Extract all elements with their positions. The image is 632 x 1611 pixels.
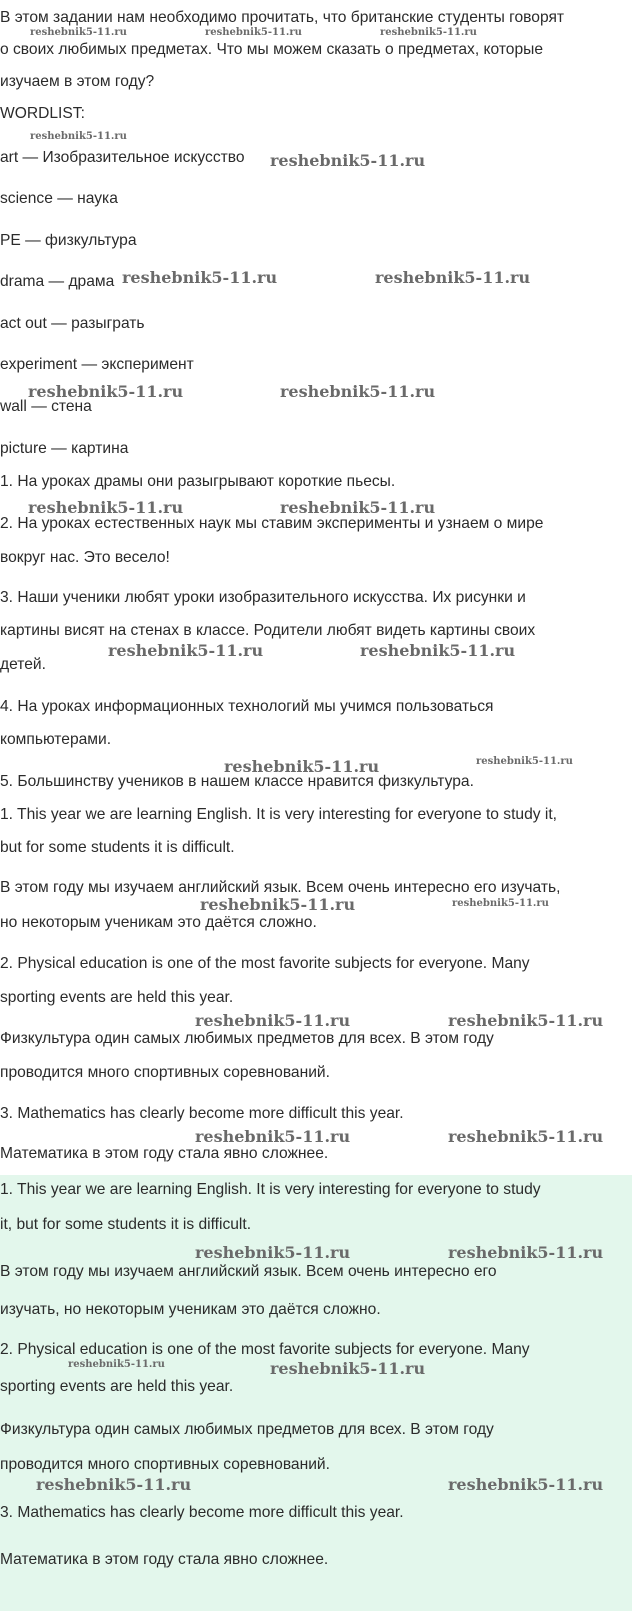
- translation-line: вокруг нас. Это весело!: [0, 549, 170, 566]
- answer-line: Физкультура один самых любимых предметов для всех. В этом году: [0, 1030, 494, 1047]
- watermark: reshebnik5-11.ru: [448, 1475, 604, 1494]
- answer-line: 1. This year we are learning English. It is very interesting for everyone to study it,: [0, 806, 558, 823]
- watermark: reshebnik5-11.ru: [28, 382, 184, 401]
- watermark: reshebnik5-11.ru: [448, 1243, 604, 1262]
- intro-line: изучаем в этом году?: [0, 73, 155, 90]
- watermark: reshebnik5-11.ru: [195, 1011, 351, 1030]
- watermark: reshebnik5-11.ru: [30, 131, 127, 142]
- wordlist-item: art — Изобразительное искусство: [0, 149, 245, 166]
- highlighted-answer-line: 3. Mathematics has clearly become more difficult this year.: [0, 1504, 404, 1521]
- highlighted-answer-line: Физкультура один самых любимых предметов для всех. В этом году: [0, 1421, 494, 1438]
- translation-line: 1. На уроках драмы они разыгрывают короткие пьесы.: [0, 473, 396, 490]
- watermark: reshebnik5-11.ru: [452, 898, 549, 909]
- answer-line: Математика в этом году стала явно сложнее.: [0, 1145, 329, 1162]
- watermark: reshebnik5-11.ru: [122, 268, 278, 287]
- translation-line: компьютерами.: [0, 731, 112, 748]
- watermark: reshebnik5-11.ru: [448, 1011, 604, 1030]
- watermark: reshebnik5-11.ru: [270, 151, 426, 170]
- wordlist-title: WORDLIST:: [0, 105, 85, 122]
- translation-line: детей.: [0, 656, 46, 673]
- answer-line: проводится много спортивных соревнований.: [0, 1064, 330, 1081]
- answer-line: 2. Physical education is one of the most favorite subjects for everyone. Many: [0, 955, 530, 972]
- watermark: reshebnik5-11.ru: [195, 1243, 351, 1262]
- watermark: reshebnik5-11.ru: [36, 1475, 192, 1494]
- highlighted-answer-line: Математика в этом году стала явно сложнее.: [0, 1551, 329, 1568]
- intro-line: В этом задании нам необходимо прочитать, что британские студенты говорят: [0, 9, 565, 26]
- translation-line: 4. На уроках информационных технологий мы учимся пользоваться: [0, 698, 494, 715]
- translation-line: 3. Наши ученики любят уроки изобразительного искусства. Их рисунки и: [0, 589, 526, 606]
- highlighted-answer-line: изучать, но некоторым ученикам это даётся сложно.: [0, 1301, 381, 1318]
- wordlist-item: drama — драма: [0, 273, 115, 290]
- translation-line: 2. На уроках естественных наук мы ставим эксперименты и узнаем о мире: [0, 515, 544, 532]
- wordlist-item: experiment — эксперимент: [0, 356, 194, 373]
- highlighted-answer-line: проводится много спортивных соревнований.: [0, 1456, 330, 1473]
- watermark: reshebnik5-11.ru: [205, 27, 302, 38]
- watermark: reshebnik5-11.ru: [30, 27, 127, 38]
- wordlist-item: picture — картина: [0, 440, 129, 457]
- highlighted-answer-line: sporting events are held this year.: [0, 1378, 234, 1395]
- wordlist-item: act out — разыграть: [0, 315, 145, 332]
- watermark: reshebnik5-11.ru: [200, 895, 356, 914]
- highlighted-answer-line: it, but for some students it is difficult.: [0, 1216, 252, 1233]
- watermark: reshebnik5-11.ru: [380, 27, 477, 38]
- watermark: reshebnik5-11.ru: [476, 756, 573, 767]
- translation-line: 5. Большинству учеников в нашем классе нравится физкультура.: [0, 773, 474, 790]
- watermark: reshebnik5-11.ru: [280, 498, 436, 517]
- wordlist-item: science — наука: [0, 190, 118, 207]
- answer-line: но некоторым ученикам это даётся сложно.: [0, 914, 317, 931]
- answer-line: but for some students it is difficult.: [0, 839, 235, 856]
- watermark: reshebnik5-11.ru: [360, 641, 516, 660]
- watermark: reshebnik5-11.ru: [28, 498, 184, 517]
- highlighted-answer-line: 1. This year we are learning English. It is very interesting for everyone to study: [0, 1181, 541, 1198]
- highlighted-answer-line: 2. Physical education is one of the most favorite subjects for everyone. Many: [0, 1341, 530, 1358]
- answer-line: 3. Mathematics has clearly become more difficult this year.: [0, 1105, 404, 1122]
- watermark: reshebnik5-11.ru: [280, 382, 436, 401]
- wordlist-item: wall — стена: [0, 398, 92, 415]
- watermark: reshebnik5-11.ru: [375, 268, 531, 287]
- translation-line: картины висят на стенах в классе. Родители любят видеть картины своих: [0, 622, 536, 639]
- watermark: reshebnik5-11.ru: [224, 757, 380, 776]
- watermark: reshebnik5-11.ru: [68, 1359, 165, 1370]
- watermark: reshebnik5-11.ru: [195, 1127, 351, 1146]
- watermark: reshebnik5-11.ru: [270, 1359, 426, 1378]
- watermark: reshebnik5-11.ru: [448, 1127, 604, 1146]
- answer-line: sporting events are held this year.: [0, 989, 234, 1006]
- intro-line: о своих любимых предметах. Что мы можем сказать о предметах, которые: [0, 41, 544, 58]
- watermark: reshebnik5-11.ru: [108, 641, 264, 660]
- wordlist-item: PE — физкультура: [0, 232, 137, 249]
- answer-line: В этом году мы изучаем английский язык. Всем очень интересно его изучать,: [0, 879, 561, 896]
- highlighted-answer-line: В этом году мы изучаем английский язык. Всем очень интересно его: [0, 1263, 497, 1280]
